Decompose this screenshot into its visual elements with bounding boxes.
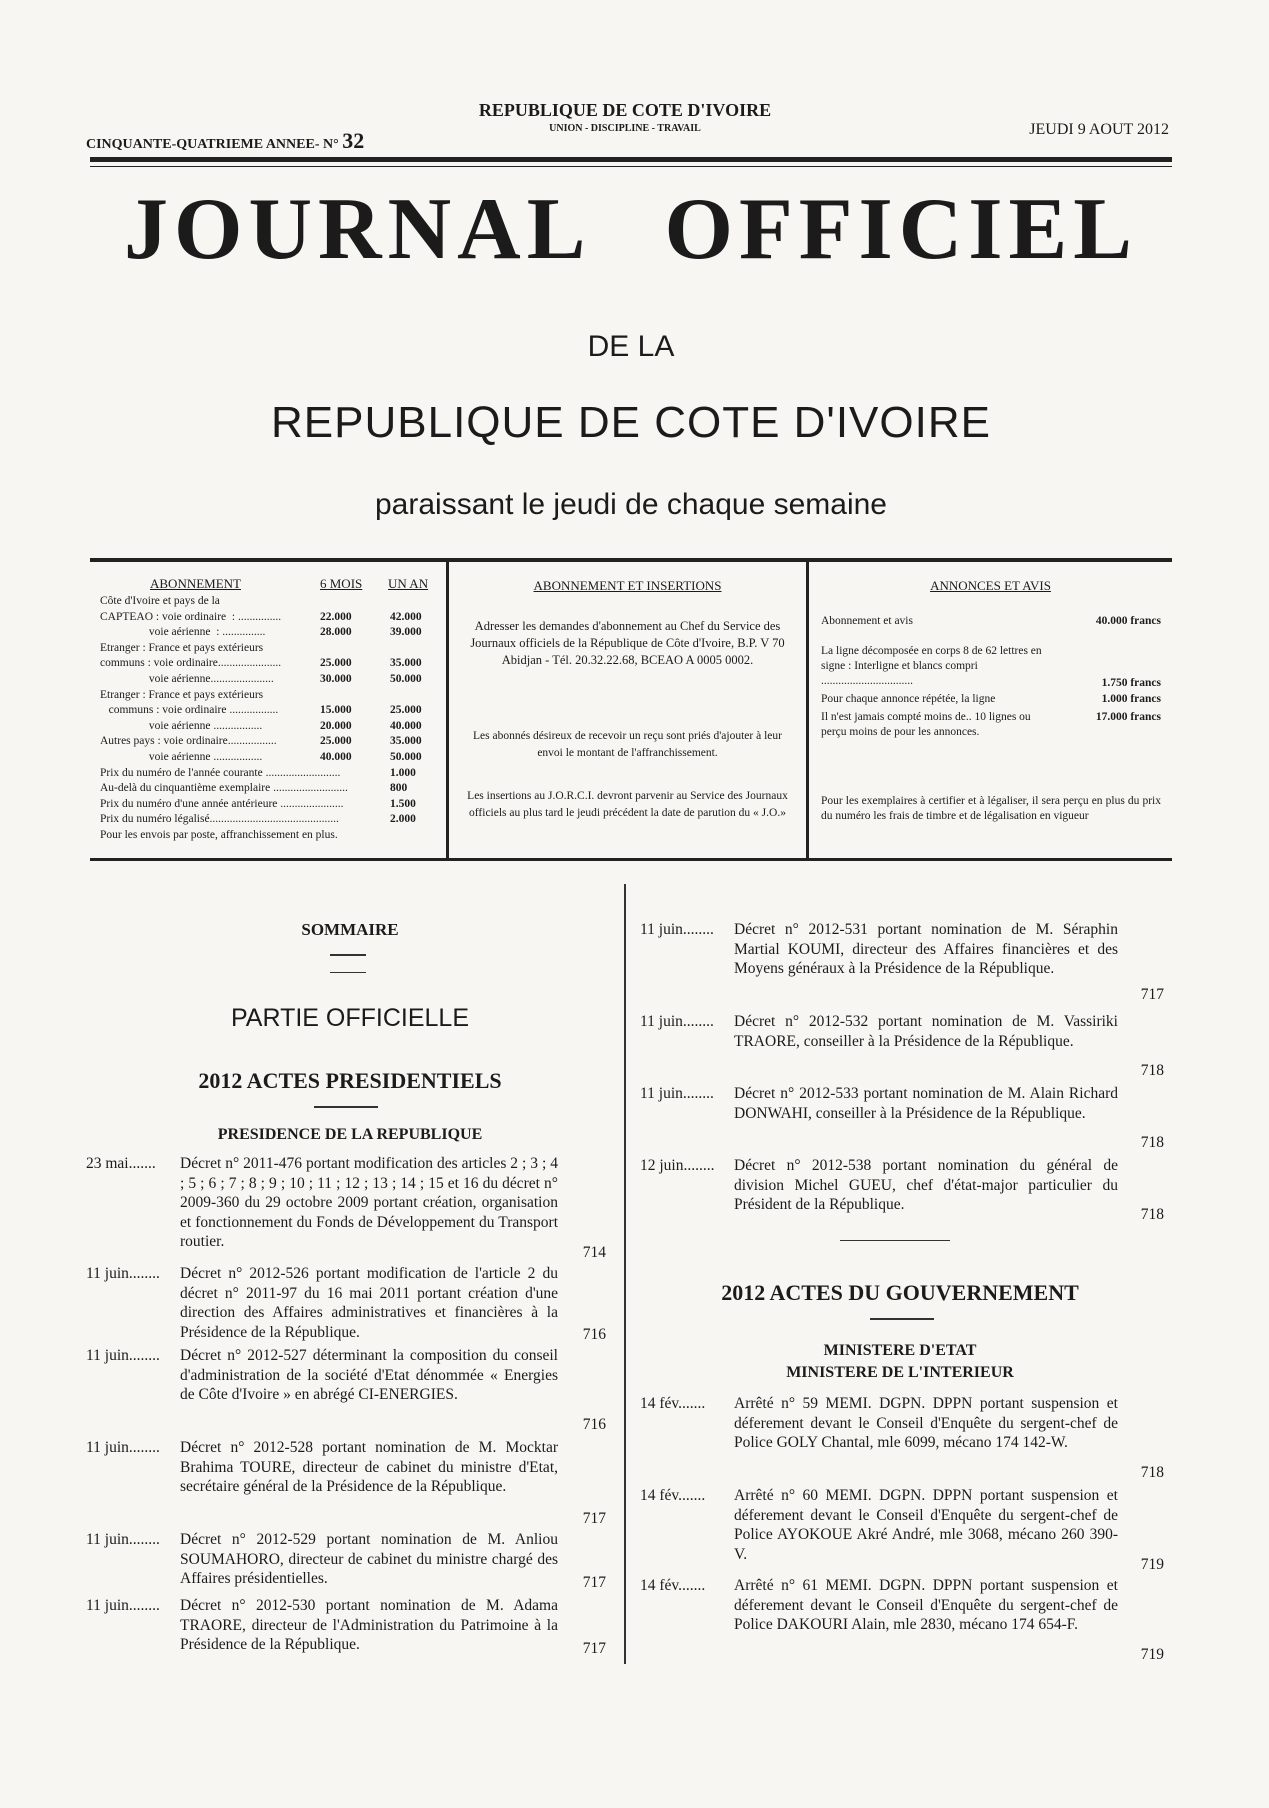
pricing-row-label: Prix du numéro d'une année antérieure ...................... — [100, 797, 344, 810]
sommaire-entry — [640, 1084, 1164, 1152]
pricing-row-label: Côte d'Ivoire et pays de la — [100, 595, 220, 607]
pricing-row-6mois: 28.000 — [320, 626, 352, 639]
sommaire-entry — [640, 1012, 1164, 1080]
annonces-r1-label: Abonnement et avis — [821, 615, 913, 627]
annonces-row — [821, 644, 1051, 689]
entry-text: Décret n° 2012-538 portant nomination du général de division Michel GUEU, chef d'état-major particulier du Président de la République. — [734, 1157, 1118, 1213]
actes-rule — [314, 1106, 378, 1108]
entry-text: Décret n° 2012-526 portant modification de l'article 2 du décret n° 2011-97 du 16 mai 2011 portant création d'une direction des Affaires administratives et financières à la Présidence de la République. — [180, 1265, 558, 1341]
pricing-row-label: voie aérienne...................... — [100, 673, 274, 685]
insertions-p3: Les insertions au J.O.R.C.I. devront parvenir au Service des Journaux officiels au plus tard le jeudi précédent la date de parution du « J.O.» — [467, 790, 788, 819]
entry-page: 718 — [1140, 1061, 1164, 1079]
sommaire-entry — [86, 1154, 606, 1262]
entry-page: 718 — [1140, 1133, 1164, 1151]
actes-gouvernement: 2012 ACTES DU GOUVERNEMENT — [721, 1280, 1079, 1305]
sommaire-entry — [640, 1486, 1164, 1574]
entry-page: 719 — [1140, 1555, 1164, 1573]
issue-number: 32 — [342, 128, 365, 153]
title-republic: REPUBLIQUE DE COTE D'IVOIRE — [271, 398, 991, 447]
subscription-box — [90, 558, 1172, 861]
sommaire-entry — [86, 1530, 606, 1592]
partie-officielle: PARTIE OFFICIELLE — [230, 1004, 470, 1032]
pricing-row-unan: 39.000 — [390, 626, 422, 639]
pricing-row-6mois: 22.000 — [320, 610, 352, 623]
entry-date: 12 juin........ — [640, 1157, 715, 1174]
pricing-column — [90, 562, 449, 858]
entry-date: 11 juin........ — [86, 1597, 160, 1614]
annonces-row — [821, 710, 1051, 740]
insertions-p1: Adresser les demandes d'abonnement au Chef du Service des Journaux officiels de la République de Côte d'Ivoire, B.P. V 70 Abidjan - Tél. 20.32.22.68, BCEAO A 0005 0002. — [470, 619, 785, 667]
ministere-etat: MINISTERE D'ETAT — [823, 1342, 977, 1359]
presidence-heading: PRESIDENCE DE LA REPUBLIQUE — [217, 1126, 483, 1143]
right-separator — [840, 1240, 950, 1241]
entry-text: Décret n° 2012-528 portant nomination de M. Mocktar Brahima TOURE, directeur de cabinet du ministre d'Etat, secrétaire général de la Présidence de la République. — [180, 1439, 558, 1495]
pricing-heading: ABONNEMENT — [150, 576, 241, 591]
sommaire-entry — [640, 1576, 1164, 1664]
annonces-note: Pour les exemplaires à certifier et à légaliser, il sera perçu en plus du prix du numéro les frais de timbre et de légalisation en vigueur — [821, 795, 1161, 822]
entry-page: 717 — [1140, 985, 1164, 1003]
pricing-row-label: Prix du numéro légalisé............................................. — [100, 813, 339, 826]
pricing-col-6mois: 6 MOIS — [320, 576, 363, 591]
header-rule — [90, 157, 1172, 162]
sommaire-entry — [86, 1596, 606, 1658]
sommaire-title: SOMMAIRE — [301, 920, 399, 939]
entry-date: 11 juin........ — [640, 921, 714, 938]
pricing-row-label: Pour les envois par poste, affranchissement en plus. — [100, 829, 338, 841]
entry-text: Décret n° 2012-531 portant nomination de M. Séraphin Martial KOUMI, directeur des Affaires financières et des Moyens généraux à la Présidence de la République. — [734, 921, 1118, 977]
entry-date: 11 juin........ — [86, 1439, 160, 1456]
journal-title: JOURNAL OFFICIEL — [124, 181, 1138, 278]
entry-date: 14 fév....... — [640, 1577, 706, 1594]
annonces-column — [809, 562, 1172, 858]
gouv-rule — [870, 1318, 934, 1320]
pricing-row-unan: 1.500 — [390, 797, 416, 810]
annonces-row — [821, 614, 1161, 629]
entry-text: Décret n° 2012-530 portant nomination de M. Adama TRAORE, directeur de l'Administration du Patrimoine à la Présidence de la République. — [180, 1597, 558, 1653]
entry-page: 719 — [1140, 1645, 1164, 1663]
pricing-row-6mois: 25.000 — [320, 657, 352, 670]
pricing-row-6mois: 25.000 — [320, 735, 352, 748]
entry-text: Décret n° 2012-529 portant nomination de M. Anliou SOUMAHORO, directeur de cabinet du ministre chargé des Affaires présidentielles. — [180, 1531, 558, 1587]
entry-text: Décret n° 2011-476 portant modification des articles 2 ; 3 ; 4 ; 5 ; 6 ; 7 ; 8 ; 9 ; 10 ; 11 ; 12 ; 13 ; 14 ; 15 et 16 du décret n° 2009-360 du 29 octobre 2009 portant création, organisation et fonctionnement du Fonds de Développement du Transport routier. — [180, 1155, 558, 1250]
entry-text: Décret n° 2012-532 portant nomination de M. Vassiriki TRAORE, conseiller à la Présidence de la République. — [734, 1013, 1118, 1050]
insertions-heading: ABONNEMENT ET INSERTIONS — [533, 578, 722, 593]
pricing-row-6mois: 40.000 — [320, 751, 352, 763]
pricing-row-unan: 50.000 — [390, 751, 422, 763]
insertions-column — [449, 562, 809, 858]
pricing-row-label: voie aérienne ................. — [100, 719, 263, 732]
pricing-row-label: CAPTEAO : voie ordinaire : ............... — [100, 610, 282, 623]
annonces-heading: ANNONCES ET AVIS — [930, 578, 1051, 593]
pricing-row-unan: 2.000 — [390, 813, 416, 826]
header-rule-thin — [90, 166, 1172, 167]
pricing-row-label: Etranger : France et pays extérieurs — [100, 688, 264, 701]
insertions-address — [463, 618, 792, 669]
pricing-row-label: Etranger : France et pays extérieurs — [100, 641, 264, 654]
ministere-interieur: MINISTERE DE L'INTERIEUR — [786, 1364, 1014, 1381]
entry-date: 11 juin........ — [86, 1531, 160, 1548]
annonces-r3-label: Pour chaque annonce répétée, la ligne — [821, 693, 996, 705]
entry-date: 11 juin........ — [640, 1085, 714, 1102]
entry-page: 714 — [582, 1243, 606, 1261]
pricing-row-6mois: 20.000 — [320, 719, 352, 732]
entry-text: Arrêté n° 60 MEMI. DGPN. DPPN portant suspension et déferement devant le Conseil d'Enquête du sergent-chef de Police AYOKOUE Akré André, mle 3068, mécano 260 390-V. — [734, 1487, 1118, 1563]
entry-page: 718 — [1140, 1205, 1164, 1223]
pricing-row-unan: 800 — [390, 782, 408, 795]
entry-text: Décret n° 2012-533 portant nomination de M. Alain Richard DONWAHI, conseiller à la Présidence de la République. — [734, 1085, 1118, 1122]
issue-date: JEUDI 9 AOUT 2012 — [1029, 121, 1169, 138]
issue-label — [86, 128, 364, 154]
entry-date: 11 juin........ — [640, 1013, 714, 1030]
insertions-p2: Les abonnés désireux de recevoir un reçu sont priés d'ajouter à leur envoi le montant de l'affranchissement. — [473, 730, 782, 759]
entry-date: 14 fév....... — [640, 1487, 706, 1504]
annonces-r4-price: 17.000 francs — [1095, 711, 1161, 723]
header-motto: UNION - DISCIPLINE - TRAVAIL — [549, 123, 701, 134]
pricing-row-label: communs : voie ordinaire ................. — [100, 704, 279, 717]
pricing-col-unan: UN AN — [388, 576, 429, 591]
sommaire-entry — [86, 1346, 606, 1434]
pricing-row-unan: 35.000 — [390, 735, 422, 748]
sommaire-entry — [640, 1394, 1164, 1482]
pricing-row-unan: 25.000 — [390, 704, 422, 717]
entry-date: 11 juin........ — [86, 1347, 160, 1364]
pricing-row-label: Prix du numéro de l'année courante .......................... — [100, 766, 341, 779]
sommaire-entry — [86, 1264, 606, 1344]
pricing-row-unan: 42.000 — [390, 610, 422, 623]
entry-text: Arrêté n° 59 MEMI. DGPN. DPPN portant suspension et déferement devant le Conseil d'Enquête du sergent-chef de Police GOLY Chantal, mle 6099, mécano 174 142-W. — [734, 1395, 1118, 1451]
annonces-r3-price: 1.000 francs — [1101, 693, 1161, 705]
annonces-r2-label: La ligne décomposée en corps 8 de 62 lettres en signe : Interligne et blancs compri ................................ — [821, 645, 1042, 687]
pricing-row-unan: 40.000 — [390, 719, 422, 732]
pricing-row-6mois: 15.000 — [320, 704, 352, 717]
pricing-row-label: voie aérienne ................. — [100, 751, 263, 763]
entry-text: Arrêté n° 61 MEMI. DGPN. DPPN portant suspension et déferement devant le Conseil d'Enquête du sergent-chef de Police DAKOURI Alain, mle 2830, mécano 174 654-F. — [734, 1577, 1118, 1633]
annonces-row — [821, 692, 1161, 707]
pricing-row-unan: 50.000 — [390, 673, 422, 685]
sommaire-entry — [86, 1438, 606, 1528]
sommaire-rule — [330, 954, 366, 956]
entry-page: 717 — [582, 1639, 606, 1657]
pricing-row-label: voie aérienne : ............... — [100, 626, 266, 639]
header-country: REPUBLIQUE DE COTE D'IVOIRE — [478, 100, 772, 120]
entry-date: 23 mai....... — [86, 1155, 156, 1172]
entry-date: 14 fév....... — [640, 1395, 706, 1412]
entry-page: 716 — [582, 1325, 606, 1343]
title-frequency: paraissant le jeudi de chaque semaine — [374, 488, 887, 521]
sommaire-entry — [640, 920, 1164, 1004]
annonces-r1-price: 40.000 francs — [1095, 615, 1161, 627]
entry-date: 11 juin........ — [86, 1265, 160, 1282]
sommaire-entry — [640, 1156, 1164, 1224]
entry-page: 717 — [582, 1509, 606, 1527]
entry-page: 717 — [582, 1573, 606, 1591]
pricing-row-label: communs : voie ordinaire...................... — [100, 657, 282, 670]
column-divider — [624, 884, 626, 1664]
annonces-r2-price: 1.750 francs — [1101, 677, 1161, 689]
sommaire-rule-2 — [330, 972, 366, 973]
pricing-row-label: Au-delà du cinquantième exemplaire .......................... — [100, 782, 348, 795]
title-de-la: DE LA — [587, 330, 675, 363]
entry-text: Décret n° 2012-527 déterminant la composition du conseil d'administration de la société d'Etat dénommée « Energies de Côte d'Ivoire » en abrégé CI-ENERGIES. — [180, 1347, 558, 1403]
entry-page: 718 — [1140, 1463, 1164, 1481]
pricing-row-unan: 1.000 — [390, 766, 416, 779]
year-label: CINQUANTE-QUATRIEME ANNEE- N° — [86, 137, 339, 152]
pricing-row-label: Autres pays : voie ordinaire................. — [100, 735, 277, 748]
pricing-row-unan: 35.000 — [390, 657, 422, 670]
entry-page: 716 — [582, 1415, 606, 1433]
pricing-row-6mois: 30.000 — [320, 673, 352, 685]
header-country-block — [440, 100, 810, 134]
actes-presidentiels: 2012 ACTES PRESIDENTIELS — [198, 1068, 502, 1093]
annonces-r4-label: Il n'est jamais compté moins de.. 10 lignes ou perçu moins de pour les annonces. — [821, 711, 1031, 738]
